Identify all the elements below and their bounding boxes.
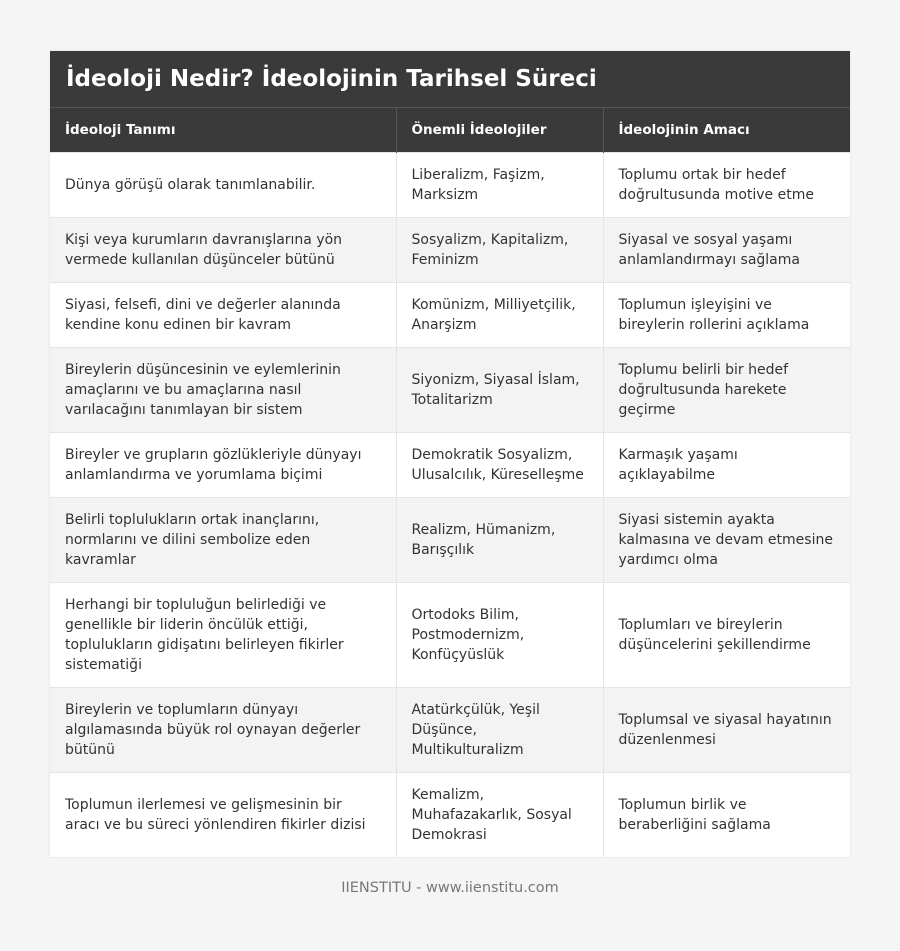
table-title: İdeoloji Nedir? İdeolojinin Tarihsel Süreci [50, 51, 850, 108]
table-row [50, 433, 850, 498]
cell-ideologies: Atatürkçülük, Yeşil Düşünce, Multikulturalizm [396, 688, 603, 773]
column-header-ideologies: Önemli İdeolojiler [396, 108, 603, 153]
cell-purpose: Toplumun birlik ve beraberliğini sağlama [603, 773, 850, 858]
table-row [50, 688, 850, 773]
cell-purpose: Toplumun işleyişini ve bireylerin rollerini açıklama [603, 283, 850, 348]
cell-ideologies: Sosyalizm, Kapitalizm, Feminizm [396, 218, 603, 283]
table-row [50, 773, 850, 858]
cell-ideologies: Demokratik Sosyalizm, Ulusalcılık, Küreselleşme [396, 433, 603, 498]
cell-purpose: Siyasal ve sosyal yaşamı anlamlandırmayı sağlama [603, 218, 850, 283]
table-row [50, 498, 850, 583]
cell-definition: Kişi veya kurumların davranışlarına yön vermede kullanılan düşünceler bütünü [50, 218, 396, 283]
ideology-table-card [50, 51, 850, 857]
column-header-definition: İdeoloji Tanımı [50, 108, 396, 153]
table-row [50, 153, 850, 218]
cell-definition: Bireyler ve grupların gözlükleriyle dünyayı anlamlandırma ve yorumlama biçimi [50, 433, 396, 498]
cell-definition: Bireylerin ve toplumların dünyayı algılamasında büyük rol oynayan değerler bütünü [50, 688, 396, 773]
cell-definition: Dünya görüşü olarak tanımlanabilir. [50, 153, 396, 218]
cell-definition: Toplumun ilerlemesi ve gelişmesinin bir aracı ve bu süreci yönlendiren fikirler dizisi [50, 773, 396, 858]
cell-ideologies: Realizm, Hümanizm, Barışçılık [396, 498, 603, 583]
cell-ideologies: Siyonizm, Siyasal İslam, Totalitarizm [396, 348, 603, 433]
ideology-table [50, 108, 850, 857]
table-header-row [50, 108, 850, 153]
cell-definition: Siyasi, felsefi, dini ve değerler alanında kendine konu edinen bir kavram [50, 283, 396, 348]
cell-definition: Belirli toplulukların ortak inançlarını, normlarını ve dilini sembolize eden kavramlar [50, 498, 396, 583]
cell-purpose: Toplumu belirli bir hedef doğrultusunda harekete geçirme [603, 348, 850, 433]
cell-purpose: Toplumsal ve siyasal hayatının düzenlenmesi [603, 688, 850, 773]
table-row [50, 218, 850, 283]
cell-purpose: Karmaşık yaşamı açıklayabilme [603, 433, 850, 498]
footer-credit: IIENSTITU - www.iienstitu.com [341, 880, 559, 896]
cell-definition: Herhangi bir topluluğun belirlediği ve genellikle bir liderin öncülük ettiği, toplulukların gidişatını belirleyen fikirler sistematiği [50, 583, 396, 688]
table-row [50, 583, 850, 688]
cell-purpose: Toplumu ortak bir hedef doğrultusunda motive etme [603, 153, 850, 218]
cell-ideologies: Ortodoks Bilim, Postmodernizm, Konfüçyüslük [396, 583, 603, 688]
cell-definition: Bireylerin düşüncesinin ve eylemlerinin amaçlarını ve bu amaçlarına nasıl varılacağını tanımlayan bir sistem [50, 348, 396, 433]
column-header-purpose: İdeolojinin Amacı [603, 108, 850, 153]
cell-ideologies: Liberalizm, Faşizm, Marksizm [396, 153, 603, 218]
cell-ideologies: Komünizm, Milliyetçilik, Anarşizm [396, 283, 603, 348]
table-row [50, 283, 850, 348]
table-row [50, 348, 850, 433]
cell-ideologies: Kemalizm, Muhafazakarlık, Sosyal Demokrasi [396, 773, 603, 858]
cell-purpose: Toplumları ve bireylerin düşüncelerini şekillendirme [603, 583, 850, 688]
cell-purpose: Siyasi sistemin ayakta kalmasına ve devam etmesine yardımcı olma [603, 498, 850, 583]
